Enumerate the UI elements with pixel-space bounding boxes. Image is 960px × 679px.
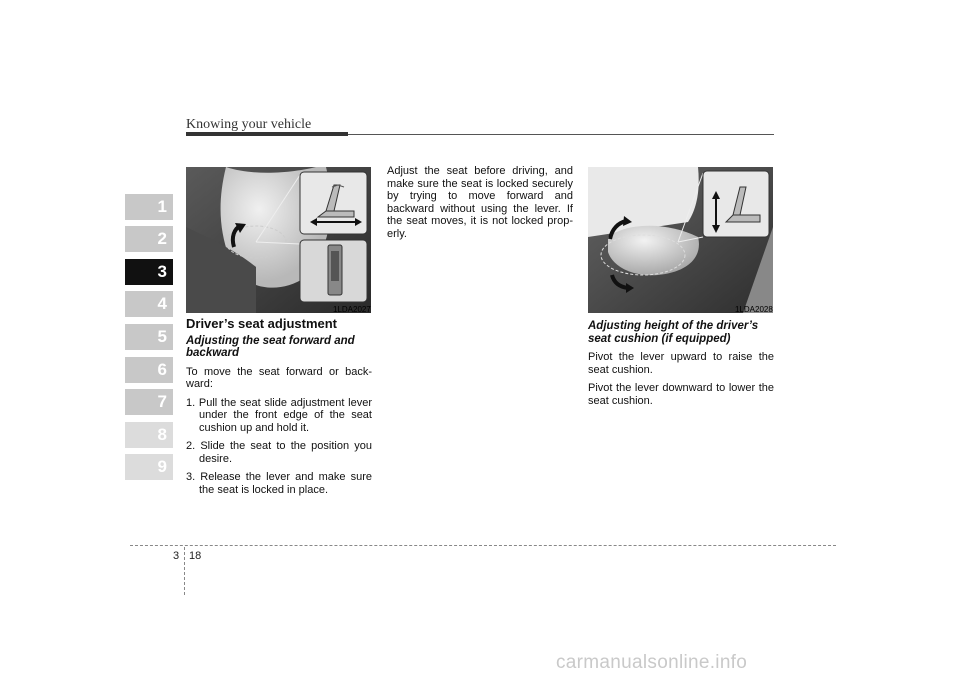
intro-text: To move the seat forward or backward:	[186, 365, 372, 390]
header-rule	[348, 134, 774, 135]
chapter-tab-7[interactable]: 7	[125, 389, 173, 415]
step-3: 3. Release the lever and make sure the seat is locked in place.	[186, 471, 372, 496]
raise-text: Pivot the lever upward to raise the seat cushion.	[588, 351, 774, 376]
footer-divider	[184, 547, 185, 595]
left-column	[186, 318, 372, 502]
right-column	[588, 320, 774, 413]
seat-height-illustration	[588, 167, 773, 313]
chapter-tab-5[interactable]: 5	[125, 324, 173, 350]
watermark[interactable]: carmanualsonline.info	[556, 652, 748, 673]
page-header-title: Knowing your vehicle	[186, 117, 312, 132]
chapter-tab-9[interactable]: 9	[125, 454, 173, 480]
chapter-tab-3[interactable]: 3	[125, 259, 173, 285]
seat-height-figure	[588, 167, 773, 313]
figure-code-right: 1LDA2028	[735, 305, 773, 314]
footer-rule	[130, 545, 836, 546]
section-heading: Driver’s seat adjustment	[186, 316, 338, 331]
seat-slide-figure	[186, 167, 371, 313]
chapter-tab-6[interactable]: 6	[125, 357, 173, 383]
step-1: 1. Pull the seat slide adjustment lever under the front edge of the seat cushion up and hold it.	[186, 396, 372, 434]
chapter-tab-8[interactable]: 8	[125, 422, 173, 448]
step-2: 2. Slide the seat to the position you desire.	[186, 440, 372, 465]
header-bar	[186, 132, 348, 136]
middle-column	[387, 165, 573, 246]
subheading-forward-backward: Adjusting the seat forward and backward	[186, 334, 355, 359]
lock-check-text: Adjust the seat before driving, and make sure the seat is locked securely by trying to move forward and backward without using the lever. If the seat moves, it is not locked properly.	[387, 165, 573, 240]
chapter-tab-4[interactable]: 4	[125, 291, 173, 317]
lower-text: Pivot the lever downward to lower the seat cushion.	[588, 382, 774, 407]
seat-slide-illustration	[186, 167, 371, 313]
figure-code-left: 1LDA2027	[333, 305, 371, 314]
subheading-height: Adjusting height of the driver’s seat cushion (if equipped)	[588, 320, 759, 345]
chapter-tab-1[interactable]: 1	[125, 194, 173, 220]
footer-page-number: 18	[189, 550, 202, 562]
footer-chapter-number: 3	[173, 550, 180, 562]
chapter-tab-2[interactable]: 2	[125, 226, 173, 252]
